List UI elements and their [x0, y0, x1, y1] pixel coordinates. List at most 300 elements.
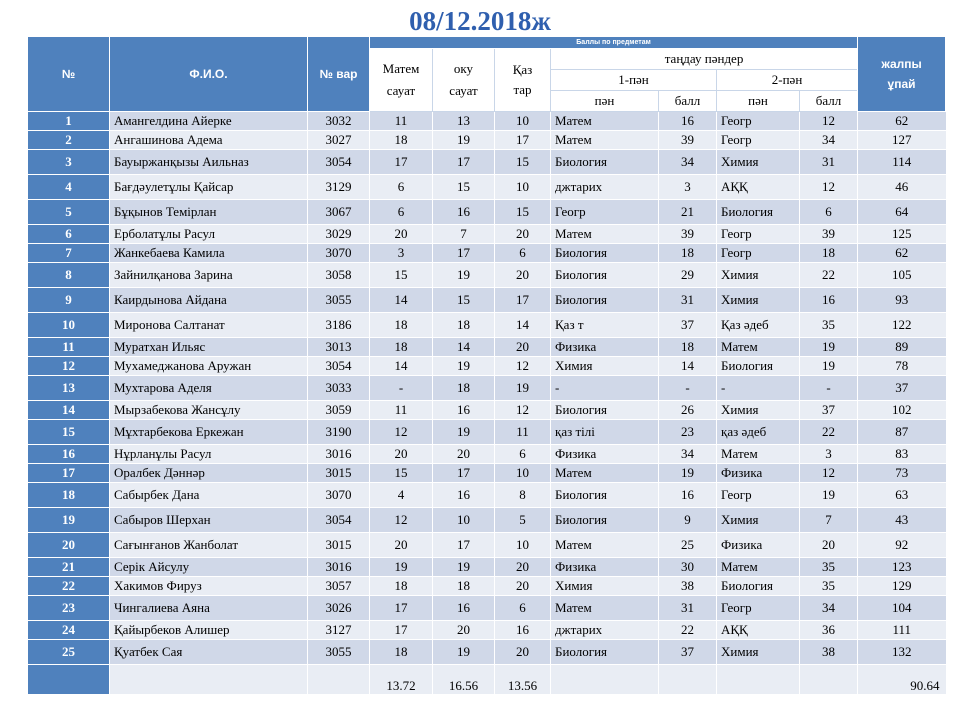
student-name: Бағдәулетұлы Қайсар: [110, 175, 308, 200]
row-number: 8: [28, 263, 110, 288]
row-number: 20: [28, 533, 110, 558]
matem-score: 6: [370, 175, 433, 200]
header-score-group: Баллы по предметам: [370, 37, 858, 49]
subject1-name: Физика: [551, 445, 659, 464]
matem-score: 12: [370, 420, 433, 445]
subject1-name: Химия: [551, 357, 659, 376]
subject1-score: 31: [659, 596, 717, 621]
matem-score: 17: [370, 150, 433, 175]
oku-score: 17: [433, 464, 495, 483]
subject1-score: 34: [659, 150, 717, 175]
subject1-score: 30: [659, 558, 717, 577]
avg-empty-cell: [551, 665, 659, 695]
student-name: Муратхан Ильяс: [110, 338, 308, 357]
subject2-score: -: [800, 376, 858, 401]
subject1-score: 23: [659, 420, 717, 445]
matem-score: 18: [370, 640, 433, 665]
oku-score: 14: [433, 338, 495, 357]
kaz-score: 16: [495, 621, 551, 640]
matem-score: 4: [370, 483, 433, 508]
subject1-score: 14: [659, 357, 717, 376]
table-body: [28, 112, 946, 695]
matem-score: 17: [370, 621, 433, 640]
oku-score: 20: [433, 445, 495, 464]
table-row: [28, 357, 946, 376]
oku-score: 15: [433, 175, 495, 200]
student-name: Серік Айсулу: [110, 558, 308, 577]
table-row: [28, 288, 946, 313]
matem-score: 18: [370, 338, 433, 357]
scores-table: [27, 36, 946, 695]
student-name: Қуатбек Сая: [110, 640, 308, 665]
subject1-score: 29: [659, 263, 717, 288]
total-score: 87: [858, 420, 946, 445]
variant-cell: 3032: [308, 112, 370, 131]
kaz-score: 6: [495, 596, 551, 621]
subject1-score: 18: [659, 244, 717, 263]
subject2-score: 12: [800, 464, 858, 483]
averages-row: [28, 665, 946, 695]
subject1-name: Матем: [551, 464, 659, 483]
subject2-score: 12: [800, 112, 858, 131]
kaz-score: 6: [495, 445, 551, 464]
subject1-name: Биология: [551, 244, 659, 263]
kaz-score: 12: [495, 401, 551, 420]
row-number: 9: [28, 288, 110, 313]
subject2-name: Матем: [717, 445, 800, 464]
variant-cell: 3190: [308, 420, 370, 445]
student-name: Оралбек Дәннәр: [110, 464, 308, 483]
oku-score: 7: [433, 225, 495, 244]
subject1-name: Матем: [551, 112, 659, 131]
table-row: [28, 445, 946, 464]
subject2-name: Геогр: [717, 131, 800, 150]
subject2-score: 19: [800, 357, 858, 376]
oku-score: 16: [433, 401, 495, 420]
oku-score: 19: [433, 420, 495, 445]
matem-score: 14: [370, 357, 433, 376]
subject1-score: 16: [659, 483, 717, 508]
table-row: [28, 338, 946, 357]
subject2-score: 6: [800, 200, 858, 225]
subject2-score: 34: [800, 596, 858, 621]
table-row: [28, 508, 946, 533]
total-score: 132: [858, 640, 946, 665]
kaz-score: 20: [495, 225, 551, 244]
header-matem: [370, 49, 433, 112]
student-name: Бауыржанқызы Аильназ: [110, 150, 308, 175]
oku-score: 16: [433, 483, 495, 508]
kaz-score: 12: [495, 357, 551, 376]
subject2-score: 18: [800, 244, 858, 263]
subject1-score: 3: [659, 175, 717, 200]
student-name: Ерболатұлы Расул: [110, 225, 308, 244]
variant-cell: 3057: [308, 577, 370, 596]
variant-cell: 3186: [308, 313, 370, 338]
variant-cell: 3015: [308, 533, 370, 558]
header-total: [858, 37, 946, 112]
row-number: 16: [28, 445, 110, 464]
variant-cell: 3070: [308, 483, 370, 508]
row-number: 14: [28, 401, 110, 420]
total-score: 62: [858, 112, 946, 131]
oku-score: 17: [433, 244, 495, 263]
student-name: Сабыров Шерхан: [110, 508, 308, 533]
total-score: 83: [858, 445, 946, 464]
kaz-score: 20: [495, 338, 551, 357]
matem-score: 20: [370, 445, 433, 464]
avg-oku: 16.56: [433, 665, 495, 695]
student-name: Чингалиева Аяна: [110, 596, 308, 621]
kaz-score: 5: [495, 508, 551, 533]
kaz-score: 20: [495, 640, 551, 665]
subject1-name: қаз тілі: [551, 420, 659, 445]
row-number: 22: [28, 577, 110, 596]
subject1-name: -: [551, 376, 659, 401]
total-score: 129: [858, 577, 946, 596]
subject2-score: 19: [800, 483, 858, 508]
row-number: 5: [28, 200, 110, 225]
row-number: 4: [28, 175, 110, 200]
table-row: [28, 175, 946, 200]
variant-cell: 3054: [308, 150, 370, 175]
row-number: 3: [28, 150, 110, 175]
header-kaz: [495, 49, 551, 112]
student-name: Сабырбек Дана: [110, 483, 308, 508]
student-name: Қайырбеков Алишер: [110, 621, 308, 640]
row-number: 25: [28, 640, 110, 665]
kaz-score: 10: [495, 464, 551, 483]
student-name: Мухтарова Аделя: [110, 376, 308, 401]
header-total-line2: ұпай: [887, 77, 916, 91]
matem-score: 11: [370, 401, 433, 420]
kaz-score: 20: [495, 558, 551, 577]
total-score: 125: [858, 225, 946, 244]
subject1-name: Матем: [551, 225, 659, 244]
student-name: Ангашинова Адема: [110, 131, 308, 150]
variant-cell: 3016: [308, 558, 370, 577]
total-score: 37: [858, 376, 946, 401]
oku-score: 19: [433, 131, 495, 150]
subject1-name: Матем: [551, 596, 659, 621]
variant-cell: 3015: [308, 464, 370, 483]
subject2-score: 22: [800, 263, 858, 288]
subject1-name: Матем: [551, 131, 659, 150]
header-kaz-line1: Қаз: [512, 62, 533, 77]
table-row: [28, 464, 946, 483]
total-score: 127: [858, 131, 946, 150]
table-row: [28, 112, 946, 131]
total-score: 104: [858, 596, 946, 621]
table-row: [28, 577, 946, 596]
student-name: Мырзабекова Жансұлу: [110, 401, 308, 420]
subject1-name: Биология: [551, 150, 659, 175]
subject1-score: 25: [659, 533, 717, 558]
matem-score: 6: [370, 200, 433, 225]
matem-score: 14: [370, 288, 433, 313]
subject1-name: Қаз т: [551, 313, 659, 338]
oku-score: 10: [433, 508, 495, 533]
oku-score: 18: [433, 577, 495, 596]
subject1-score: 19: [659, 464, 717, 483]
table-row: [28, 558, 946, 577]
student-name: Мухамеджанова Аружан: [110, 357, 308, 376]
subject2-score: 22: [800, 420, 858, 445]
avg-empty-cell: [717, 665, 800, 695]
matem-score: 19: [370, 558, 433, 577]
subject1-score: 31: [659, 288, 717, 313]
variant-cell: 3016: [308, 445, 370, 464]
student-name: Мұхтарбекова Еркежан: [110, 420, 308, 445]
table-row: [28, 244, 946, 263]
header-subject2-name: пән: [717, 91, 800, 112]
total-score: 89: [858, 338, 946, 357]
row-number: 1: [28, 112, 110, 131]
subject2-name: Геогр: [717, 244, 800, 263]
student-name: Хакимов Фируз: [110, 577, 308, 596]
table-row: [28, 225, 946, 244]
matem-score: 18: [370, 313, 433, 338]
oku-score: 18: [433, 313, 495, 338]
header-subject1-name: пән: [551, 91, 659, 112]
subject2-score: 19: [800, 338, 858, 357]
student-name: Миронова Салтанат: [110, 313, 308, 338]
avg-total: 90.64: [858, 665, 946, 695]
student-name: Бұқынов Темірлан: [110, 200, 308, 225]
subject2-name: Геогр: [717, 112, 800, 131]
subject1-score: 9: [659, 508, 717, 533]
subject2-name: Химия: [717, 150, 800, 175]
kaz-score: 6: [495, 244, 551, 263]
subject2-score: 34: [800, 131, 858, 150]
table-row: [28, 483, 946, 508]
subject1-score: 39: [659, 225, 717, 244]
kaz-score: 19: [495, 376, 551, 401]
subject1-score: 34: [659, 445, 717, 464]
variant-cell: 3067: [308, 200, 370, 225]
row-number: 21: [28, 558, 110, 577]
variant-cell: 3070: [308, 244, 370, 263]
subject2-name: Матем: [717, 338, 800, 357]
header-num: №: [28, 37, 110, 112]
header-total-line1: жалпы: [881, 57, 922, 71]
student-name: Каирдынова Айдана: [110, 288, 308, 313]
header-kaz-line2: тар: [513, 82, 532, 97]
avg-num-cell: [28, 665, 110, 695]
subject2-score: 12: [800, 175, 858, 200]
variant-cell: 3055: [308, 288, 370, 313]
subject2-score: 35: [800, 558, 858, 577]
table-row: [28, 131, 946, 150]
variant-cell: 3033: [308, 376, 370, 401]
variant-cell: 3055: [308, 640, 370, 665]
avg-empty-cell: [308, 665, 370, 695]
total-score: 62: [858, 244, 946, 263]
subject2-name: Биология: [717, 200, 800, 225]
subject1-name: Биология: [551, 508, 659, 533]
subject2-name: Биология: [717, 357, 800, 376]
matem-score: 18: [370, 577, 433, 596]
subject2-name: қаз әдеб: [717, 420, 800, 445]
subject2-name: Геогр: [717, 596, 800, 621]
subject2-name: Химия: [717, 508, 800, 533]
header-subject1: 1-пән: [551, 70, 717, 91]
row-number: 6: [28, 225, 110, 244]
table-row: [28, 401, 946, 420]
table-row: [28, 376, 946, 401]
kaz-score: 10: [495, 533, 551, 558]
total-score: 46: [858, 175, 946, 200]
row-number: 17: [28, 464, 110, 483]
total-score: 123: [858, 558, 946, 577]
table-row: [28, 621, 946, 640]
variant-cell: 3129: [308, 175, 370, 200]
subject2-name: Химия: [717, 401, 800, 420]
subject1-score: 18: [659, 338, 717, 357]
row-number: 23: [28, 596, 110, 621]
subject1-name: Матем: [551, 533, 659, 558]
subject2-name: Геогр: [717, 225, 800, 244]
student-name: Нұрланұлы Расул: [110, 445, 308, 464]
variant-cell: 3054: [308, 357, 370, 376]
subject2-score: 36: [800, 621, 858, 640]
oku-score: 19: [433, 640, 495, 665]
avg-empty-cell: [110, 665, 308, 695]
subject2-score: 7: [800, 508, 858, 533]
subject1-name: джтарих: [551, 175, 659, 200]
subject2-name: Геогр: [717, 483, 800, 508]
subject2-name: Биология: [717, 577, 800, 596]
variant-cell: 3013: [308, 338, 370, 357]
oku-score: 16: [433, 596, 495, 621]
header-fio: Ф.И.О.: [110, 37, 308, 112]
subject1-name: Физика: [551, 558, 659, 577]
total-score: 63: [858, 483, 946, 508]
subject2-score: 3: [800, 445, 858, 464]
avg-matem: 13.72: [370, 665, 433, 695]
table-header: [28, 37, 946, 112]
total-score: 64: [858, 200, 946, 225]
subject2-score: 16: [800, 288, 858, 313]
subject1-name: Биология: [551, 288, 659, 313]
header-oku-line1: оку: [453, 61, 474, 76]
kaz-score: 20: [495, 263, 551, 288]
subject1-name: Химия: [551, 577, 659, 596]
kaz-score: 20: [495, 577, 551, 596]
subject2-name: -: [717, 376, 800, 401]
row-number: 19: [28, 508, 110, 533]
subject2-name: Матем: [717, 558, 800, 577]
subject1-score: 39: [659, 131, 717, 150]
subject1-name: джтарих: [551, 621, 659, 640]
subject1-score: 16: [659, 112, 717, 131]
subject2-score: 35: [800, 313, 858, 338]
total-score: 43: [858, 508, 946, 533]
subject2-score: 20: [800, 533, 858, 558]
variant-cell: 3127: [308, 621, 370, 640]
header-subject2: 2-пән: [717, 70, 858, 91]
student-name: Сағынғанов Жанболат: [110, 533, 308, 558]
subject2-score: 31: [800, 150, 858, 175]
avg-kaz: 13.56: [495, 665, 551, 695]
variant-cell: 3026: [308, 596, 370, 621]
header-matem-line1: Матем: [382, 61, 420, 76]
subject2-name: АҚҚ: [717, 175, 800, 200]
avg-empty-cell: [659, 665, 717, 695]
student-name: Амангелдина Айерке: [110, 112, 308, 131]
variant-cell: 3054: [308, 508, 370, 533]
total-score: 111: [858, 621, 946, 640]
oku-score: 20: [433, 621, 495, 640]
kaz-score: 15: [495, 200, 551, 225]
variant-cell: 3029: [308, 225, 370, 244]
header-subject2-ball: балл: [800, 91, 858, 112]
oku-score: 19: [433, 263, 495, 288]
subject1-score: 37: [659, 640, 717, 665]
total-score: 73: [858, 464, 946, 483]
table-row: [28, 533, 946, 558]
header-variant: № вар: [308, 37, 370, 112]
total-score: 93: [858, 288, 946, 313]
subject1-name: Физика: [551, 338, 659, 357]
matem-score: 20: [370, 533, 433, 558]
subject2-name: АҚҚ: [717, 621, 800, 640]
row-number: 15: [28, 420, 110, 445]
row-number: 2: [28, 131, 110, 150]
matem-score: 15: [370, 464, 433, 483]
oku-score: 16: [433, 200, 495, 225]
oku-score: 17: [433, 150, 495, 175]
matem-score: 18: [370, 131, 433, 150]
total-score: 92: [858, 533, 946, 558]
subject1-name: Биология: [551, 640, 659, 665]
subject2-name: Физика: [717, 533, 800, 558]
subject2-name: Қаз әдеб: [717, 313, 800, 338]
oku-score: 13: [433, 112, 495, 131]
subject1-name: Геогр: [551, 200, 659, 225]
subject1-score: 26: [659, 401, 717, 420]
subject2-score: 39: [800, 225, 858, 244]
table-row: [28, 313, 946, 338]
row-number: 18: [28, 483, 110, 508]
kaz-score: 14: [495, 313, 551, 338]
row-number: 10: [28, 313, 110, 338]
table-row: [28, 640, 946, 665]
matem-score: 3: [370, 244, 433, 263]
student-name: Жанкебаева Камила: [110, 244, 308, 263]
kaz-score: 11: [495, 420, 551, 445]
oku-score: 19: [433, 558, 495, 577]
matem-score: -: [370, 376, 433, 401]
subject2-score: 35: [800, 577, 858, 596]
header-tandau: таңдау пәндер: [551, 49, 858, 70]
row-number: 12: [28, 357, 110, 376]
total-score: 102: [858, 401, 946, 420]
page-title: 08/12.2018ж: [409, 6, 551, 36]
oku-score: 15: [433, 288, 495, 313]
table-row: [28, 420, 946, 445]
subject2-name: Физика: [717, 464, 800, 483]
kaz-score: 8: [495, 483, 551, 508]
subject2-name: Химия: [717, 640, 800, 665]
subject1-score: 21: [659, 200, 717, 225]
kaz-score: 17: [495, 288, 551, 313]
total-score: 122: [858, 313, 946, 338]
subject1-score: 37: [659, 313, 717, 338]
variant-cell: 3059: [308, 401, 370, 420]
avg-empty-cell: [800, 665, 858, 695]
row-number: 24: [28, 621, 110, 640]
